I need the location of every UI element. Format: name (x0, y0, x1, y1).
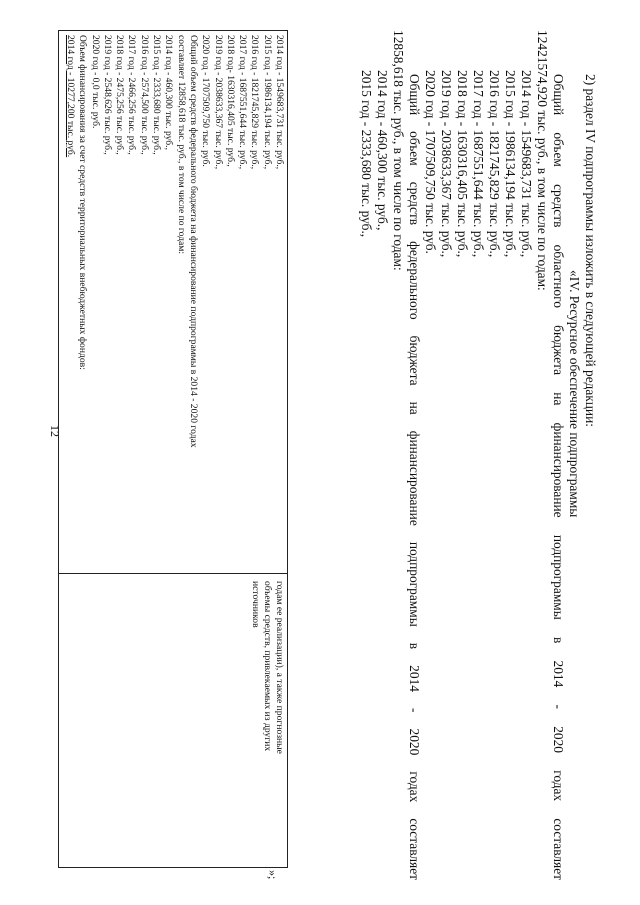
year-line: 2015 год - 2333,680 тыс. руб., (359, 70, 374, 238)
paragraph-line: 12421574,920 тыс. руб., в том числе по годам: (535, 30, 550, 291)
table-right-line: 2018 год- 1630316,405 тыс. руб., (224, 35, 236, 167)
item-heading: 2) раздел IV подпрограммы изложить в следующей редакции: (583, 74, 598, 427)
year-line: 2015 год - 1986134,194 тыс. руб., (503, 70, 518, 258)
funding-table (58, 30, 288, 868)
year-line: 2014 год - 460,300 тыс. руб., (375, 70, 390, 231)
table-left-line: объемы средств, привлекаемых из других (262, 581, 273, 752)
closing-quote-mark: »; (266, 870, 280, 880)
table-right-line: 2017 год - 2466,256 тыс. руб., (126, 35, 138, 155)
table-right-line: 2015 год - 2333,680 тыс. руб., (151, 35, 163, 155)
table-right-line: 2015 год - 1986134,194 тыс. руб., (261, 35, 273, 170)
table-right-line: 2019 год - 2548,626 тыс. руб., (101, 35, 113, 155)
amendment-body (358, 30, 598, 880)
year-line: 2014 год - 1549683,731 тыс. руб., (519, 70, 534, 258)
table-left-line: годам ее реализации), а также прогнозные (274, 581, 285, 754)
table-right-line: 2020 год - 0,0 тыс. руб. (89, 35, 101, 129)
year-line: 2016 год - 1821745,829 тыс. руб., (487, 70, 502, 258)
page-number: 12 (48, 425, 62, 437)
year-line: 2019 год - 2038633,367 тыс. руб., (439, 70, 454, 258)
paragraph-line: Общий объем средств областного бюджета на финансирование подпрограммы в 2014 - 2020 годах составляет (551, 74, 566, 880)
table-left-line: источников (250, 581, 261, 628)
table-right-line: 2016 год - 1821745,829 тыс. руб., (249, 35, 261, 170)
table-right-line: 2014 год - 10277,200 тыс. руб. (64, 35, 76, 158)
year-line: 2020 год - 1707509,750 тыс. руб. (423, 70, 438, 254)
table-right-line: 2020 год - 1707509,750 тыс. руб. (200, 35, 212, 167)
table-column-divider (59, 573, 287, 574)
table-right-line: 2014 год - 460,300 тыс. руб., (163, 35, 175, 150)
table-right-line: 2019 год - 2038633,367 тыс. руб., (212, 35, 224, 170)
table-right-line: 2017 год - 1687551,644 тыс. руб., (237, 35, 249, 170)
table-right-line: 2018 год - 2475,256 тыс. руб., (114, 35, 126, 155)
table-right-line: 2016 год - 2574,500 тыс. руб., (138, 35, 150, 155)
year-line: 2017 год - 1687551,644 тыс. руб., (471, 70, 486, 258)
paragraph-line: 12858,618 тыс. руб., в том числе по годам: (391, 30, 406, 271)
table-right-line: 2014 год - 1549683,731 тыс. руб., (274, 35, 285, 170)
table-left-cell (249, 581, 285, 865)
table-right-line: Общий объем средств федерального бюджета на финансирование подпрограммы в 2014 - 2020 годах (187, 35, 199, 448)
table-right-cell (64, 35, 285, 569)
table-right-line: Объем финансирования за счет средств территориальных внебюджетных фондов: (77, 35, 89, 370)
table-right-line: составляет 12858,618 тыс. руб., в том числе по годам: (175, 35, 187, 255)
paragraph-line: Общий объем средств федерального бюджета на финансирование подпрограммы в 2014 - 2020 годах составляет (407, 74, 422, 880)
year-line: 2018 год - 1630316,405 тыс. руб., (455, 70, 470, 258)
section-title: «IV. Ресурсное обеспечение подпрограммы (567, 270, 582, 518)
